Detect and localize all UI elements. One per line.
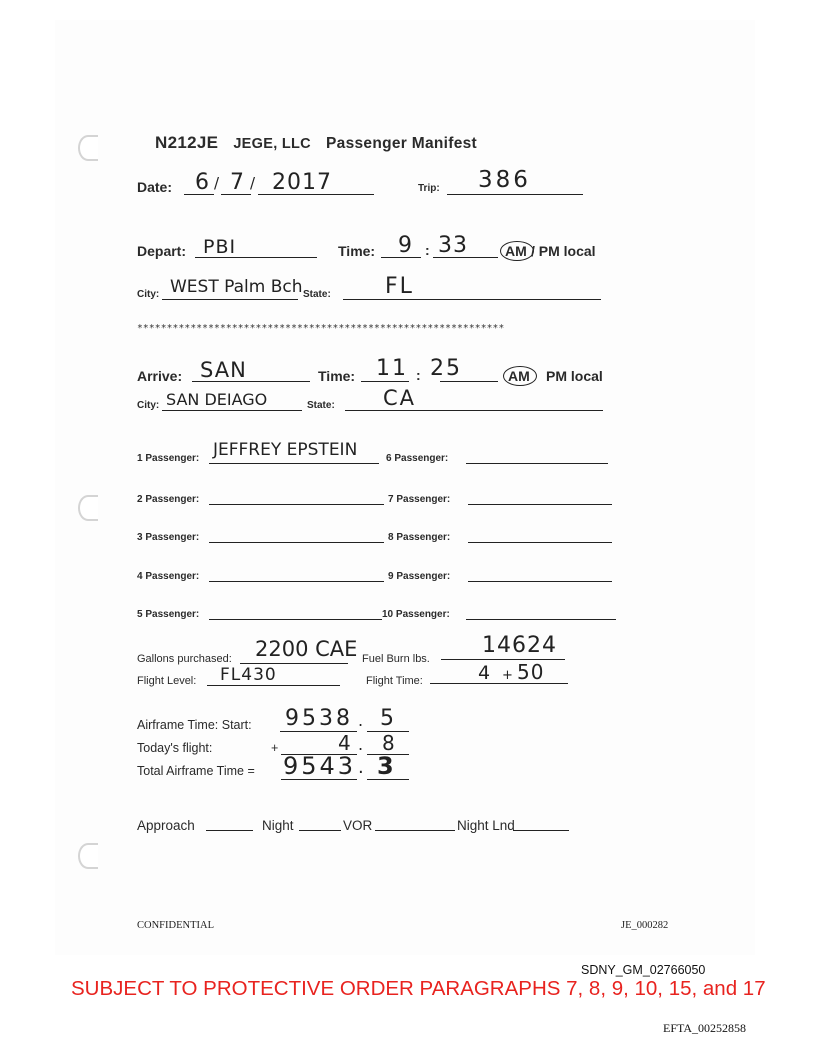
approach-label: Approach [137,818,195,833]
tail-number: N212JE [155,133,219,152]
arrive-time-label: Time: [318,368,356,384]
total-airframe-int: 9543 [283,752,357,780]
arrive-state-label: State: [307,400,335,411]
vor-line [375,830,455,831]
protective-order-notice: SUBJECT TO PROTECTIVE ORDER PARAGRAPHS 7, 8, 9, 10, 15, and 17 [71,977,766,1000]
passenger-1-label: 1 Passenger: [137,453,200,464]
depart-label: Depart: [137,243,187,259]
gallons-value: 2200 CAE [255,637,358,661]
depart-pm-local-label: / PM local [531,243,596,259]
flight-level-value: FL430 [220,665,277,685]
airframe-start-dec: 5 [380,706,394,731]
total-airframe-dot: . [358,757,364,778]
passenger-1-name: JEFFREY EPSTEIN [213,440,358,460]
passenger-3-label: 3 Passenger: [137,532,200,543]
passenger-5-line [209,619,382,620]
passenger-8-label: 8 Passenger: [388,532,451,543]
todays-flight-label: Today's flight: [137,741,213,755]
passenger-2-label: 2 Passenger: [137,494,200,505]
arrive-state-line [345,410,603,411]
gallons-line [240,663,348,664]
efta-number: EFTA_00252858 [663,1021,747,1035]
depart-hour-value: 9 [398,233,412,258]
arrive-am-label: AM [508,368,530,384]
total-airframe-label: Total Airframe Time = [137,764,255,778]
arrive-label: Arrive: [137,368,183,384]
section-separator: ************************************************************** [137,323,505,334]
trip-line [447,194,583,195]
passenger-5-label: 5 Passenger: [137,609,200,620]
todays-flight-int: 4 [338,731,351,755]
passenger-1-line [209,463,379,464]
trip-label: Trip: [418,183,440,194]
flight-time-separator: + [502,668,513,683]
total-airframe-dec: 3 [377,752,394,780]
todays-flight-dec: 8 [382,731,395,755]
passenger-8-line [468,542,612,543]
je-bates-number: JE_000282 [621,920,669,931]
flight-time-minutes: 50 [517,660,545,684]
arrive-city-line [162,410,302,411]
flight-level-line [207,685,340,686]
fuel-burn-line [441,659,565,660]
passenger-7-label: 7 Passenger: [388,494,451,505]
depart-state-value: FL [385,274,414,299]
depart-state-label: State: [303,289,331,300]
punch-hole-middle [78,495,98,521]
airframe-start-dot: . [358,711,364,730]
punch-hole-top [78,135,98,161]
passenger-4-label: 4 Passenger: [137,571,200,582]
depart-state-line [343,299,601,300]
punch-hole-bottom [78,843,98,869]
arrive-state-value: CA [383,386,417,410]
night-line [299,830,341,831]
arrive-hour-line [361,381,409,382]
passenger-10-line [466,619,616,620]
fuel-burn-label: Fuel Burn lbs. [362,653,430,665]
gallons-label: Gallons purchased: [137,653,232,665]
date-separator-1: / [214,174,220,192]
date-separator-2: / [250,174,256,192]
todays-flight-dot: . [358,735,364,754]
passenger-7-line [468,504,612,505]
depart-time-colon: : [425,242,430,258]
approach-line [206,830,253,831]
scanned-page [55,20,755,955]
arrive-hour-value: 11 [376,356,408,381]
arrive-minute-line [440,381,498,382]
flight-time-label: Flight Time: [366,675,423,687]
trip-value: 386 [478,167,531,193]
vor-label: VOR [343,818,373,833]
airframe-start-int: 9538 [285,706,353,731]
night-lnd-line [513,830,569,831]
arrive-city-label: City: [137,400,160,411]
sdny-bates-number: SDNY_GM_02766050 [581,963,706,977]
company-name: JEGE, LLC [233,136,311,152]
passenger-9-line [468,581,612,582]
passenger-6-label: 6 Passenger: [386,453,449,464]
passenger-3-line [209,542,384,543]
arrive-city-value: SAN DEIAGO [166,390,268,409]
passenger-6-line [466,463,608,464]
airframe-start-label: Airframe Time: Start: [137,718,252,732]
arrive-airport-value: SAN [200,358,247,382]
fuel-burn-value: 14624 [482,633,557,658]
arrive-minute-value: 25 [430,356,462,381]
flight-time-line [430,683,568,684]
passenger-2-line [209,504,384,505]
manifest-title [155,133,477,153]
date-label: Date: [137,179,173,195]
date-day-value: 7 [230,170,244,195]
document-title: Passenger Manifest [326,135,478,152]
date-year-value: 2017 [272,170,332,195]
todays-flight-plus: + [271,741,279,755]
depart-city-label: City: [137,289,160,300]
depart-city-value: WEST Palm Bch [170,277,303,297]
arrive-pm-local-label: PM local [546,368,603,384]
confidential-stamp: CONFIDENTIAL [137,920,214,931]
night-label: Night [262,818,294,833]
passenger-10-label: 10 Passenger: [382,609,450,620]
depart-minute-value: 33 [438,233,468,258]
depart-city-line [162,299,298,300]
flight-level-label: Flight Level: [137,675,197,687]
date-month-value: 6 [195,170,209,195]
flight-time-hours: 4 [478,662,491,684]
depart-time-label: Time: [338,243,376,259]
depart-am-label: AM [505,243,527,259]
depart-airport-value: PBI [203,236,237,258]
passenger-4-line [209,581,384,582]
arrive-time-colon: : [416,367,421,383]
passenger-9-label: 9 Passenger: [388,571,451,582]
night-lnd-label: Night Lnd [457,818,515,833]
